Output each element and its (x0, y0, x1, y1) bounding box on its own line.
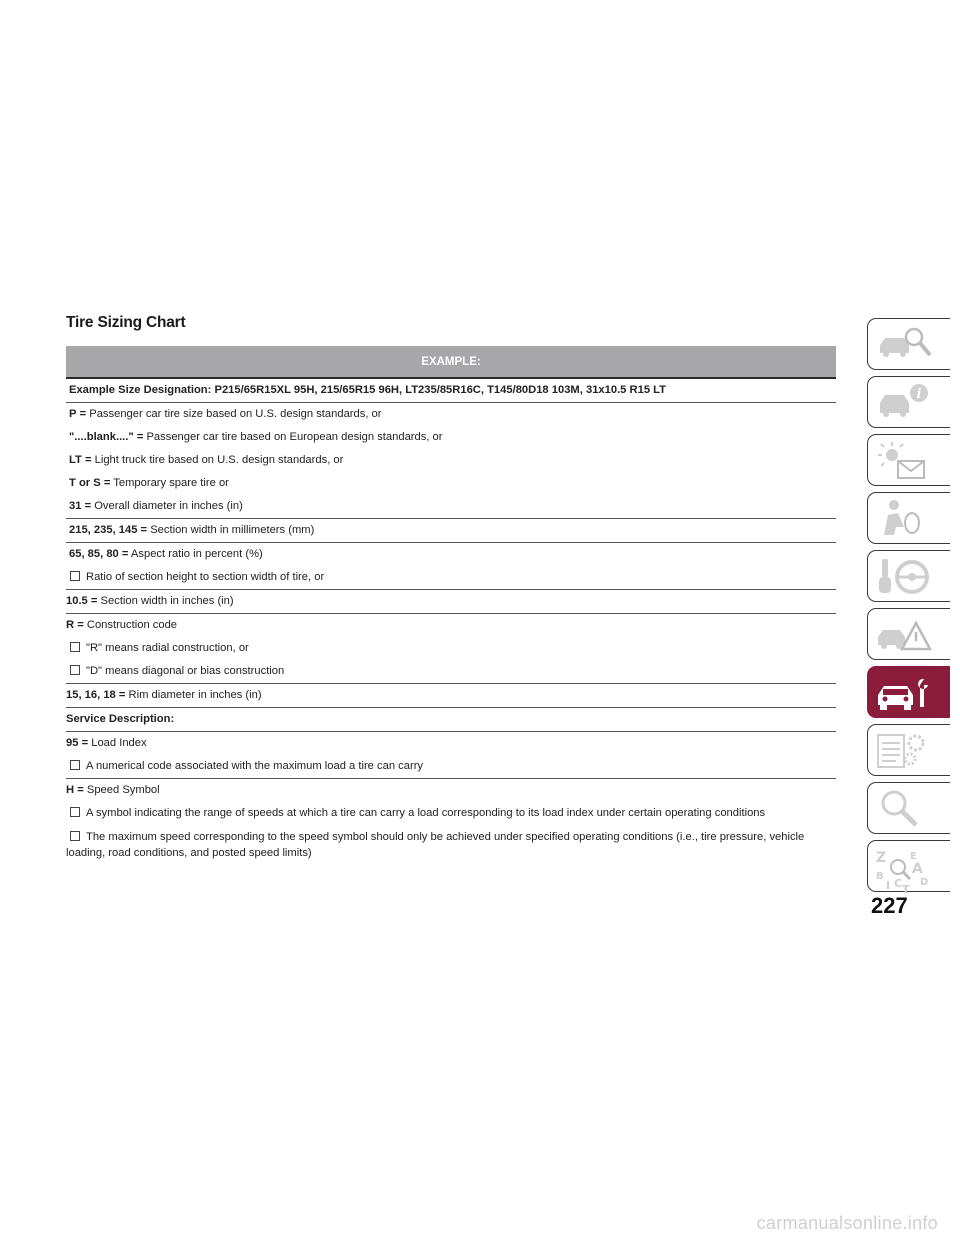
page-number: 227 (871, 893, 908, 918)
bullet-item (66, 802, 836, 825)
table-header: EXAMPLE: (66, 346, 836, 379)
equals-sign: = (81, 737, 89, 749)
checkbox-bullet-icon (70, 665, 80, 675)
table-row (66, 403, 836, 426)
table-row (66, 779, 836, 802)
checkbox-bullet-icon (70, 571, 80, 581)
table-row (66, 590, 836, 613)
equals-sign: = (103, 477, 111, 489)
row-text: Rim diameter in inches (in) (128, 689, 262, 701)
row-key: H (66, 784, 75, 796)
row-key: 31 (69, 500, 82, 512)
tab-getting-to-know-vehicle[interactable] (867, 318, 950, 370)
bullet-item (66, 637, 836, 660)
equals-sign: = (84, 454, 92, 466)
row-key: 10.5 (66, 595, 88, 607)
tab-technical-specifications[interactable] (867, 724, 950, 776)
row-key: LT (69, 454, 82, 466)
group-r (66, 613, 836, 683)
group-speed (66, 778, 836, 865)
group-w105 (66, 589, 836, 613)
row-text: Passenger car tire size based on U.S. design standards, or (89, 408, 382, 420)
bullet-text: The maximum speed corresponding to the speed symbol should only be achieved under specified operating conditions (i.e., tire pressure, vehicle loading, road conditions, and posted speed limits) (66, 831, 805, 859)
group-service (66, 707, 836, 731)
row-key: 95 (66, 737, 79, 749)
checkbox-bullet-icon (70, 807, 80, 817)
svg-text:E: E (910, 851, 917, 862)
row-key: 65, 85, 80 (69, 548, 119, 560)
row-key: 15, 16, 18 (66, 689, 116, 701)
warning-light-mail-icon (874, 439, 934, 481)
row-text: Load Index (91, 737, 147, 749)
row-text: Overall diameter in inches (in) (94, 500, 243, 512)
tire-sizing-table (66, 346, 836, 865)
svg-text:Z: Z (876, 850, 887, 866)
table-row (66, 684, 836, 707)
checkbox-bullet-icon (70, 642, 80, 652)
tab-index[interactable] (867, 840, 950, 895)
bullet-text: Ratio of section height to section width of tire, or (86, 571, 325, 583)
bullet-text: "D" means diagonal or bias construction (86, 665, 285, 677)
equals-sign: = (77, 619, 84, 631)
table-row (66, 543, 836, 566)
tab-multimedia[interactable] (867, 782, 950, 834)
magnifier-icon (874, 787, 934, 829)
tab-warning-lights[interactable] (867, 434, 950, 486)
table-row (66, 519, 836, 542)
row-key: 215, 235, 145 (69, 524, 138, 536)
table-row (66, 426, 836, 449)
checkbox-bullet-icon (70, 760, 80, 770)
watermark: carmanualsonline.info (756, 1213, 938, 1233)
equals-sign: = (136, 431, 144, 443)
group-aspect (66, 542, 836, 589)
tab-dashboard[interactable] (867, 376, 950, 428)
row-key: "....blank...." (69, 431, 134, 443)
example-row: Example Size Designation: P215/65R15XL 95H, 215/65R15 96H, LT235/85R16C, T145/80D18 103M, 31x10.5 R15 LT (69, 384, 666, 396)
svg-text:A: A (912, 861, 923, 877)
list-gears-icon (874, 729, 934, 771)
bullet-text: A symbol indicating the range of speeds at which a tire can carry a load corresponding to its load index under certain operating conditions (86, 807, 766, 819)
svg-text:C: C (894, 877, 903, 890)
equals-sign: = (79, 408, 87, 420)
row-key: T or S (69, 477, 101, 489)
equals-sign: = (84, 500, 92, 512)
svg-text:i: i (916, 387, 922, 402)
tab-servicing-maintenance[interactable] (867, 666, 950, 718)
svg-text:I: I (886, 879, 891, 892)
equals-sign: = (90, 595, 98, 607)
service-description-heading: Service Description: (66, 713, 175, 725)
tab-safety[interactable] (867, 492, 950, 544)
row-text: Aspect ratio in percent (%) (130, 548, 263, 560)
table-row (66, 495, 836, 518)
equals-sign: = (77, 784, 84, 796)
table-row (66, 614, 836, 637)
key-steering-wheel-icon (874, 555, 934, 597)
page-title: Tire Sizing Chart (66, 314, 186, 331)
bullet-item (66, 566, 836, 589)
table-row (66, 732, 836, 755)
equals-sign: = (140, 524, 148, 536)
svg-text:D: D (920, 877, 929, 888)
svg-text:T: T (902, 883, 910, 895)
car-search-icon (874, 323, 934, 365)
bullet-text: "R" means radial construction, or (86, 642, 249, 654)
equals-sign: = (118, 689, 126, 701)
row-text: Passenger car tire based on European design standards, or (146, 431, 443, 443)
bullet-text: A numerical code associated with the maximum load a tire can carry (86, 760, 424, 772)
group-load (66, 731, 836, 778)
bullet-item (66, 755, 836, 778)
row-text: Light truck tire based on U.S. design standards, or (94, 454, 344, 466)
bullet-item (66, 660, 836, 683)
row-key: R (66, 619, 75, 631)
row-text: Section width in millimeters (mm) (150, 524, 315, 536)
group-rim (66, 683, 836, 707)
car-wrench-icon (874, 671, 934, 713)
row-text: Section width in inches (in) (100, 595, 234, 607)
table-row (66, 472, 836, 495)
car-breakdown-triangle-icon (874, 613, 934, 655)
group-p (66, 402, 836, 518)
seat-airbag-icon (874, 497, 934, 539)
checkbox-bullet-icon (70, 831, 80, 841)
table-row (66, 449, 836, 472)
svg-text:B: B (876, 871, 884, 882)
bullet-item (66, 825, 836, 865)
group-width (66, 518, 836, 542)
tab-starting-operating[interactable] (867, 550, 950, 602)
row-text: Construction code (86, 619, 178, 631)
row-text: Temporary spare tire or (113, 477, 229, 489)
index-az-icon (874, 845, 934, 895)
tab-in-case-of-emergency[interactable] (867, 608, 950, 660)
car-info-icon (874, 381, 934, 423)
row-text: Speed Symbol (86, 784, 160, 796)
equals-sign: = (121, 548, 129, 560)
row-key: P (69, 408, 77, 420)
